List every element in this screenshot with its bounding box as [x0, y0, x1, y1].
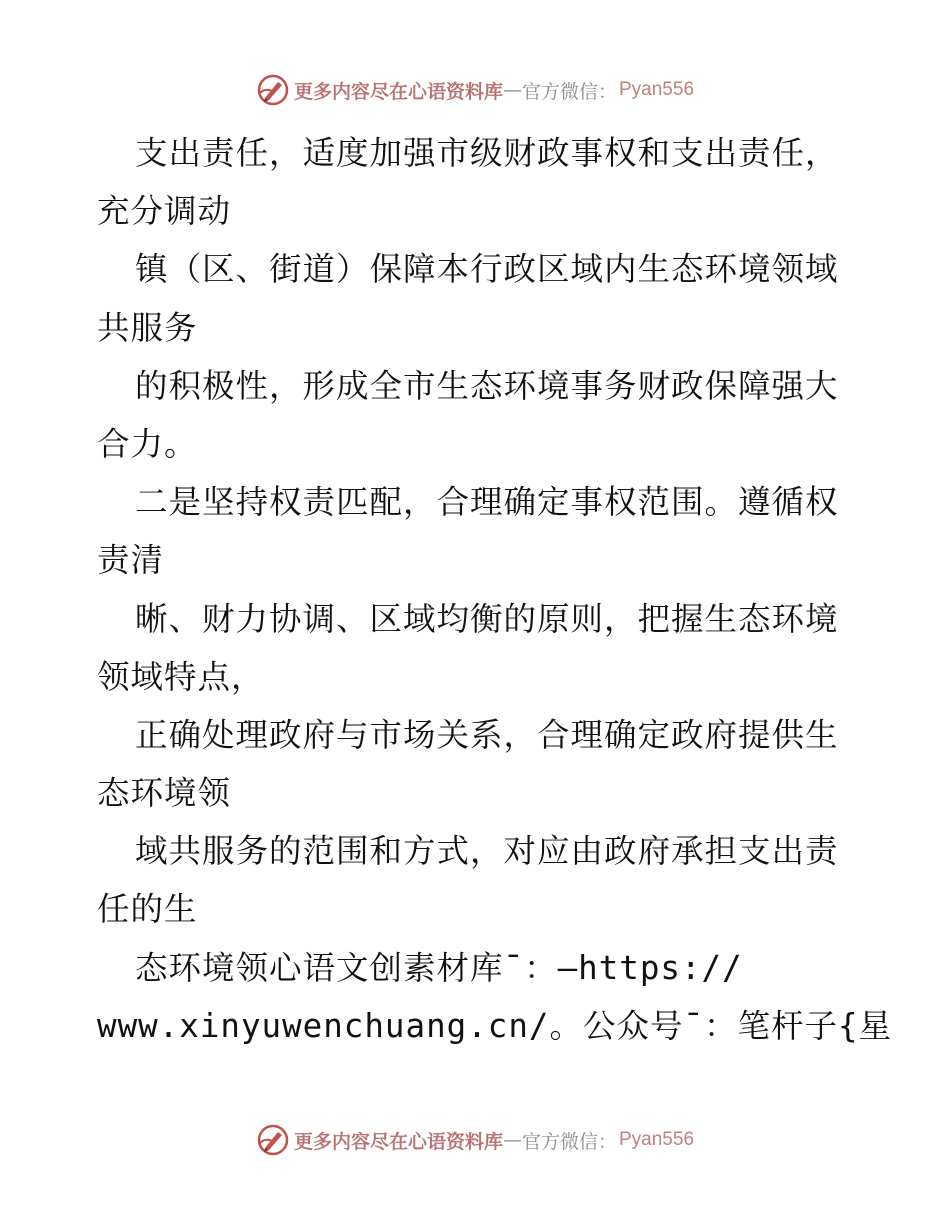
text-line: 共服务 — [97, 308, 198, 347]
site-name: 更多内容尽在心语资料库 — [293, 80, 503, 103]
text-line: 支出责任，适度加强市级财政事权和支出责任， — [135, 134, 839, 172]
text-line: 晰、财力协调、区域均衡的原则，把握生态环境 — [135, 599, 839, 638]
header-banner — [0, 70, 950, 110]
text-line: 任的生 — [97, 890, 198, 929]
wechat-id: Pyan556 — [619, 79, 695, 100]
footer-banner — [0, 1120, 950, 1160]
wechat-label: 官方微信： — [521, 1130, 617, 1153]
banner-dash: — — [502, 79, 522, 101]
text-line: 合力。 — [97, 424, 198, 463]
text-line: 二是坚持权责匹配，合理确定事权范围。遵循权 — [135, 483, 839, 522]
text-line: 责清 — [97, 541, 165, 580]
banner-dash: — — [502, 1129, 522, 1151]
wechat-id: Pyan556 — [619, 1129, 695, 1150]
text-line: 的积极性，形成全市生态环境事务财政保障强大 — [135, 366, 839, 405]
text-line: 态环境领 — [97, 774, 232, 813]
pen-logo-icon — [256, 73, 290, 107]
text-line: 充分调动 — [97, 192, 232, 231]
text-line: 正确处理政府与市场关系，合理确定政府提供生 — [135, 715, 839, 754]
pen-logo-icon — [256, 1123, 290, 1157]
text-line: 镇（区、街道）保障本行政区域内生态环境领域 — [135, 250, 839, 289]
text-line: www.xinyuwenchuang.cn/。公众号¯：笔杆子{星 — [97, 1006, 893, 1045]
document-body — [97, 124, 893, 1055]
text-line: 领域特点， — [97, 657, 265, 696]
site-name: 更多内容尽在心语资料库 — [293, 1130, 503, 1153]
wechat-label: 官方微信： — [521, 80, 617, 103]
text-line: 态环境领心语文创素材库¯：—https:// — [135, 948, 743, 987]
text-line: 域共服务的范围和方式，对应由政府承担支出责 — [135, 832, 839, 871]
